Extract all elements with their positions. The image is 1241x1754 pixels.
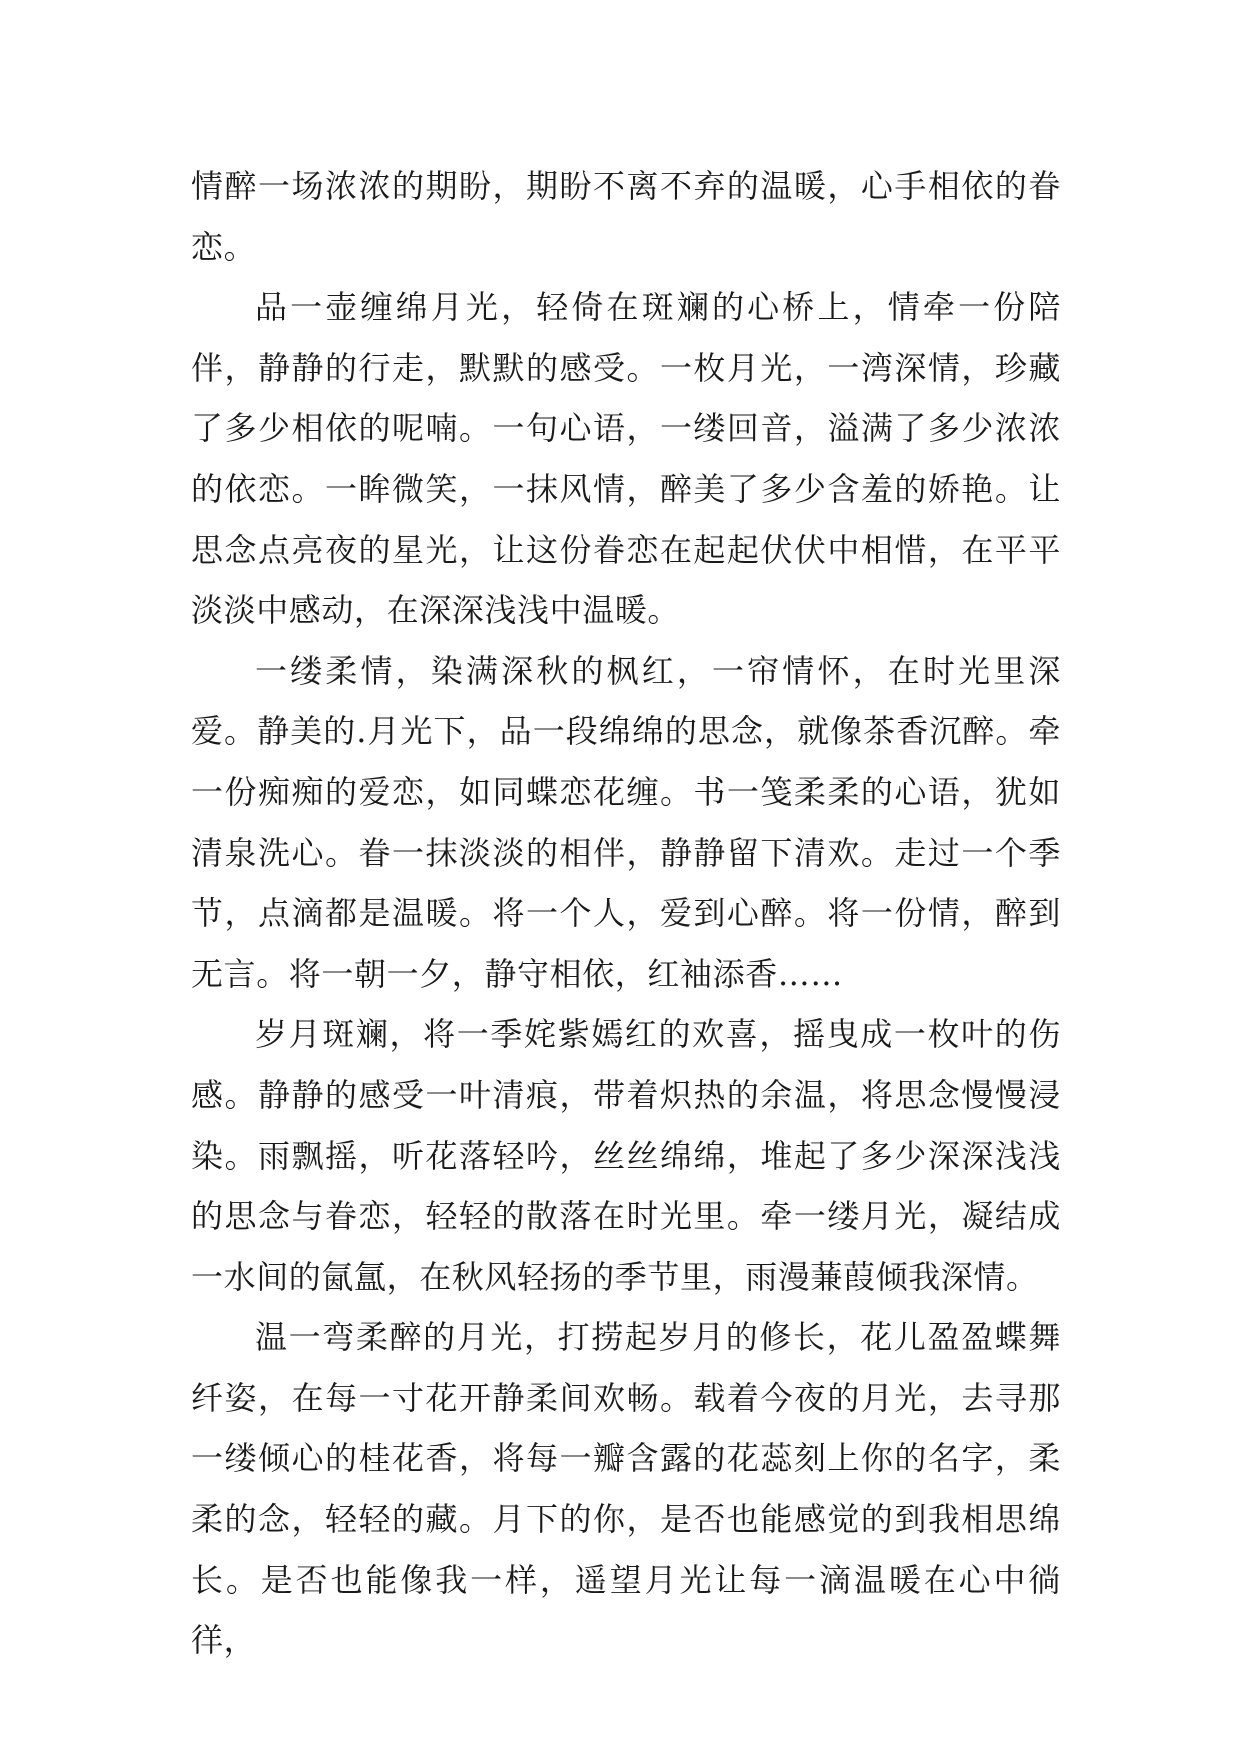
paragraph-5: 温一弯柔醉的月光，打捞起岁月的修长，花儿盈盈蝶舞纤姿，在每一寸花开静柔间欢畅。载着今夜的月光，去寻那一缕倾心的桂花香，将每一瓣含露的花蕊刻上你的名字，柔柔的念，轻轻的藏。月下的你，是否也能感觉的到我相思绵长。是否也能像我一样，遥望月光让每一滴温暖在心中徜徉， <box>191 1318 1061 1660</box>
paragraph-2: 品一壶缠绵月光，轻倚在斑斓的心桥上，情牵一份陪伴，静静的行走，默默的感受。一枚月光，一湾深情，珍藏了多少相依的呢喃。一句心语，一缕回音，溢满了多少浓浓的依恋。一眸微笑，一抹风情，醉美了多少含羞的娇艳。让思念点亮夜的星光，让这份眷恋在起起伏伏中相惜，在平平淡淡中感动，在深深浅浅中温暖。 <box>191 288 1061 630</box>
paragraph-4: 岁月斑斓，将一季姹紫嫣红的欢喜，摇曳成一枚叶的伤感。静静的感受一叶清痕，带着炽热的余温，将思念慢慢浸染。雨飘摇，听花落轻吟，丝丝绵绵，堆起了多少深深浅浅的思念与眷恋，轻轻的散落在时光里。牵一缕月光，凝结成一水间的氤氲，在秋风轻扬的季节里，雨漫蒹葭倾我深情。 <box>191 1015 1061 1296</box>
paragraph-3: 一缕柔情，染满深秋的枫红，一帘情怀，在时光里深爱。静美的.月光下，品一段绵绵的思念，就像茶香沉醉。牵一份痴痴的爱恋，如同蝶恋花缠。书一笺柔柔的心语，犹如清泉洗心。眷一抹淡淡的相伴，静静留下清欢。走过一个季节，点滴都是温暖。将一个人，爱到心醉。将一份情，醉到无言。将一朝一夕，静守相依，红袖添香…… <box>191 651 1061 993</box>
body-text <box>191 156 1061 1671</box>
paragraph-1: 情醉一场浓浓的期盼，期盼不离不弃的温暖，心手相依的眷恋。 <box>191 167 1061 266</box>
